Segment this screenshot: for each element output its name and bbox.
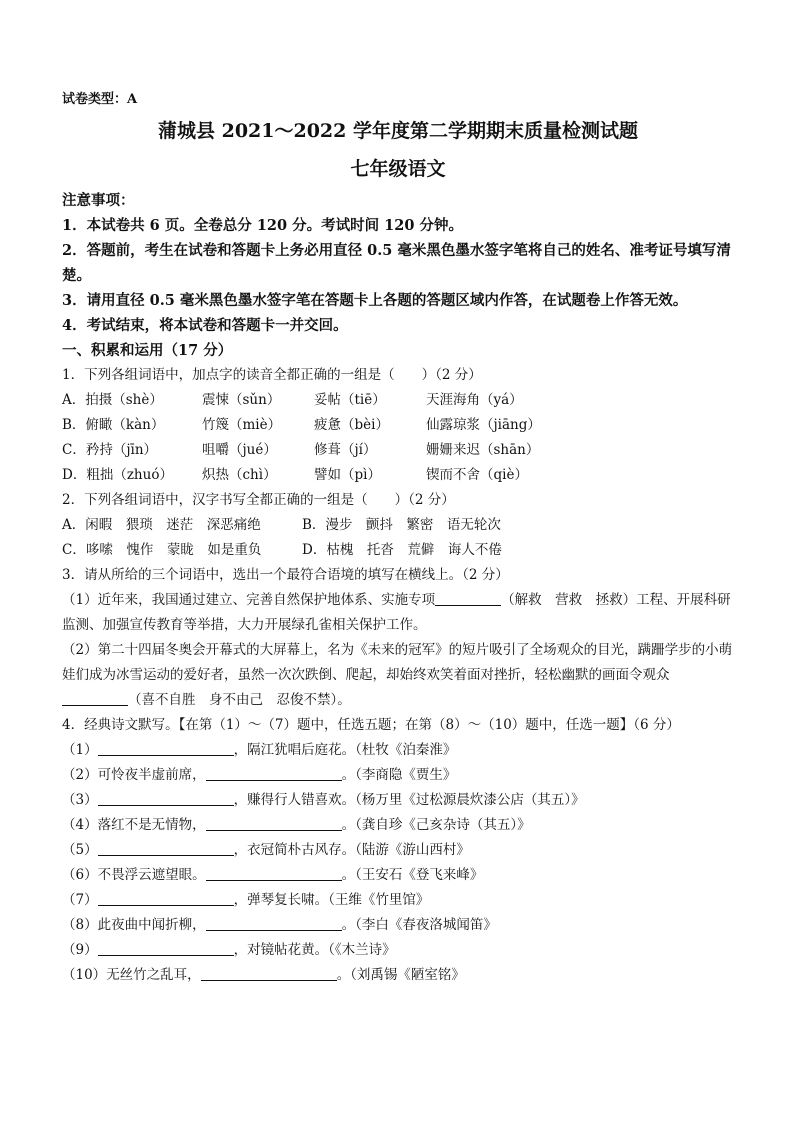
note-4: 4．考试结束，将本试卷和答题卡一并交回。 — [62, 317, 348, 334]
q4-answer-blank[interactable] — [98, 741, 234, 756]
q4-item-source: ，隔江犹唱后庭花。（杜牧《泊秦淮》 — [233, 742, 457, 758]
q4-item-number: （8） — [62, 917, 98, 933]
q4-item-source: ，弹琴复长啸。（王维《竹里馆》 — [233, 892, 430, 908]
q4-item — [62, 938, 734, 963]
q4-item-given-text: 可怜夜半虚前席， — [97, 767, 206, 783]
q1-b-4: 仙露琼浆（jiāng） — [426, 417, 541, 433]
q4-item-given-text: 不畏浮云遮望眼。 — [97, 867, 206, 883]
q3-stem: 3．请从所给的三个词语中，选出一个最符合语境的填写在横线上。（2 分） — [62, 567, 509, 583]
q3-p2-before: （2）第二十四届冬奥会开幕式的大屏幕上，名为《未来的冠军》的短片吸引了全场观众的目光，蹒跚学步的小萌娃们成为冰雪运动的爱好者，虽然一次次跌倒、爬起，却始终欢笑着面对挫折，轻松幽默的画面令观众 — [62, 642, 733, 683]
q4-items — [62, 738, 734, 988]
q1-a-2: 震悚（sǔn） — [202, 392, 281, 408]
q1-b-1: B．俯瞰（kàn） — [62, 417, 165, 433]
q3-p1-before: （1）近年来，我国通过建立、完善自然保护地体系、实施专项 — [62, 592, 436, 608]
q4-item-source: 。（王安石《登飞来峰》 — [341, 867, 484, 883]
note-2: 2．答题前，考生在试卷和答题卡上务必用直径 0.5 毫米黑色墨水签字笔将自己的姓名、准考证号填写清楚。 — [62, 242, 731, 284]
q1-d-2: 炽热（chì） — [202, 467, 277, 483]
section-heading: 一、积累和运用（17 分） — [62, 342, 233, 359]
q1-a-3: 妥帖（tiē） — [314, 392, 386, 408]
q4-item-number: （7） — [62, 892, 98, 908]
q4-item-given-text: 此夜曲中闻折柳， — [97, 917, 206, 933]
q4-item — [62, 913, 734, 938]
q4-answer-blank[interactable] — [98, 891, 234, 906]
q2-options-row-2 — [62, 538, 734, 563]
q1-stem: 1．下列各组词语中，加点字的读音全都正确的一组是（ ）（2 分） — [62, 367, 482, 383]
q4-item-source: ，衣冠简朴古风存。（陆游《游山西村》 — [233, 842, 470, 858]
q4-answer-blank[interactable] — [98, 941, 234, 956]
q1-a-1: A．拍摄（shè） — [62, 392, 163, 408]
q1-d-3: 譬如（pì） — [314, 467, 381, 483]
notes-heading: 注意事项： — [62, 192, 135, 209]
q1-c-2: 咀嚼（jué） — [202, 442, 277, 458]
q3-p1-after: （解救 营救 拯救）工程、开展科研监测、加强宣传教育等举措，大力开展绿孔雀相关保护工作。 — [62, 592, 731, 633]
q4-item-given-text: 无丝竹之乱耳， — [106, 967, 201, 983]
q4-item — [62, 838, 734, 863]
q4-item-source: ，对镜帖花黄。（《木兰诗》 — [233, 942, 396, 958]
q3-part-2 — [62, 638, 734, 713]
q4-answer-blank[interactable] — [206, 916, 342, 931]
q1-option-d[interactable] — [62, 463, 734, 488]
q1-c-3: 修葺（jí） — [314, 442, 377, 458]
q4-answer-blank[interactable] — [98, 791, 234, 806]
q4-item-number: （5） — [62, 842, 98, 858]
q4-item-number: （4） — [62, 817, 98, 833]
q4-item — [62, 963, 734, 988]
q1-d-4: 锲而不舍（qiè） — [426, 467, 528, 483]
page-title: 蒲城县 2021～2022 学年度第二学期期末质量检测试题 — [158, 120, 638, 142]
q2-stem: 2．下列各组词语中，汉字书写全都正确的一组是（ ）（2 分） — [62, 492, 455, 508]
q4-item-source: 。（刘禹锡《陋室铭》 — [336, 967, 465, 983]
q4-item-number: （10） — [62, 967, 107, 983]
q4-item — [62, 813, 734, 838]
q4-item — [62, 863, 734, 888]
q4-item — [62, 788, 734, 813]
q4-item-number: （3） — [62, 792, 98, 808]
q4-item-source: ，赚得行人错喜欢。（杨万里《过松源晨炊漆公店（其五）》 — [233, 792, 585, 808]
q2-options-row-1 — [62, 513, 734, 538]
q1-b-3: 疲惫（bèi） — [314, 417, 389, 433]
q4-item-number: （1） — [62, 742, 98, 758]
q1-b-2: 竹篾（miè） — [202, 417, 282, 433]
q1-d-1: D．粗拙（zhuó） — [62, 467, 173, 483]
q4-item-given-text: 落红不是无情物， — [97, 817, 206, 833]
q4-answer-blank[interactable] — [98, 841, 234, 856]
q1-c-1: C．矜持（jīn） — [62, 442, 158, 458]
q3-part-1 — [62, 588, 734, 638]
q4-answer-blank[interactable] — [201, 966, 337, 981]
q4-item-source: 。（李商隐《贾生》 — [341, 767, 457, 783]
q4-item-number: （6） — [62, 867, 98, 883]
q2-option-b[interactable]: B．漫步 颤抖 繁密 语无轮次 — [302, 517, 501, 533]
q4-item — [62, 888, 734, 913]
q4-item-source: 。（龚自珍《己亥杂诗（其五）》 — [341, 817, 531, 833]
q4-item-number: （2） — [62, 767, 98, 783]
q3-p2-blank[interactable] — [62, 691, 128, 706]
note-1: 1．本试卷共 6 页。全卷总分 120 分。考试时间 120 分钟。 — [62, 217, 463, 234]
q2-option-a[interactable]: A．闲暇 猥琐 迷茫 深恶痛绝 — [62, 517, 261, 533]
q4-stem: 4．经典诗文默写。【在第（1）～（7）题中，任选五题；在第（8）～（10）题中，任选一题】（6 分） — [62, 717, 680, 733]
q4-answer-blank[interactable] — [206, 766, 342, 781]
q4-item — [62, 763, 734, 788]
q3-p2-after: （喜不自胜 身不由己 忍俊不禁）。 — [128, 692, 351, 708]
q2-option-d[interactable]: D．枯槐 托沓 荒僻 诲人不倦 — [302, 542, 502, 558]
q1-option-b[interactable] — [62, 413, 734, 438]
q1-a-4: 天涯海角（yá） — [426, 392, 523, 408]
q4-answer-blank[interactable] — [206, 866, 342, 881]
q3-p1-blank[interactable] — [435, 591, 501, 606]
q4-answer-blank[interactable] — [206, 816, 342, 831]
note-3: 3．请用直径 0.5 毫米黑色墨水签字笔在答题卡上各题的答题区域内作答，在试题卷上作答无效。 — [62, 292, 688, 309]
q4-item-number: （9） — [62, 942, 98, 958]
q2-option-c[interactable]: C．哆嗦 愧作 蒙眬 如是重负 — [62, 542, 262, 558]
q4-item-source: 。（李白《春夜洛城闻笛》 — [341, 917, 497, 933]
q1-c-4: 姗姗来迟（shān） — [426, 442, 540, 458]
q1-option-a[interactable] — [62, 388, 734, 413]
exam-page — [62, 90, 734, 988]
q4-item — [62, 738, 734, 763]
q1-option-c[interactable] — [62, 438, 734, 463]
paper-type: 试卷类型：A — [62, 92, 138, 107]
page-subtitle: 七年级语文 — [350, 158, 446, 180]
